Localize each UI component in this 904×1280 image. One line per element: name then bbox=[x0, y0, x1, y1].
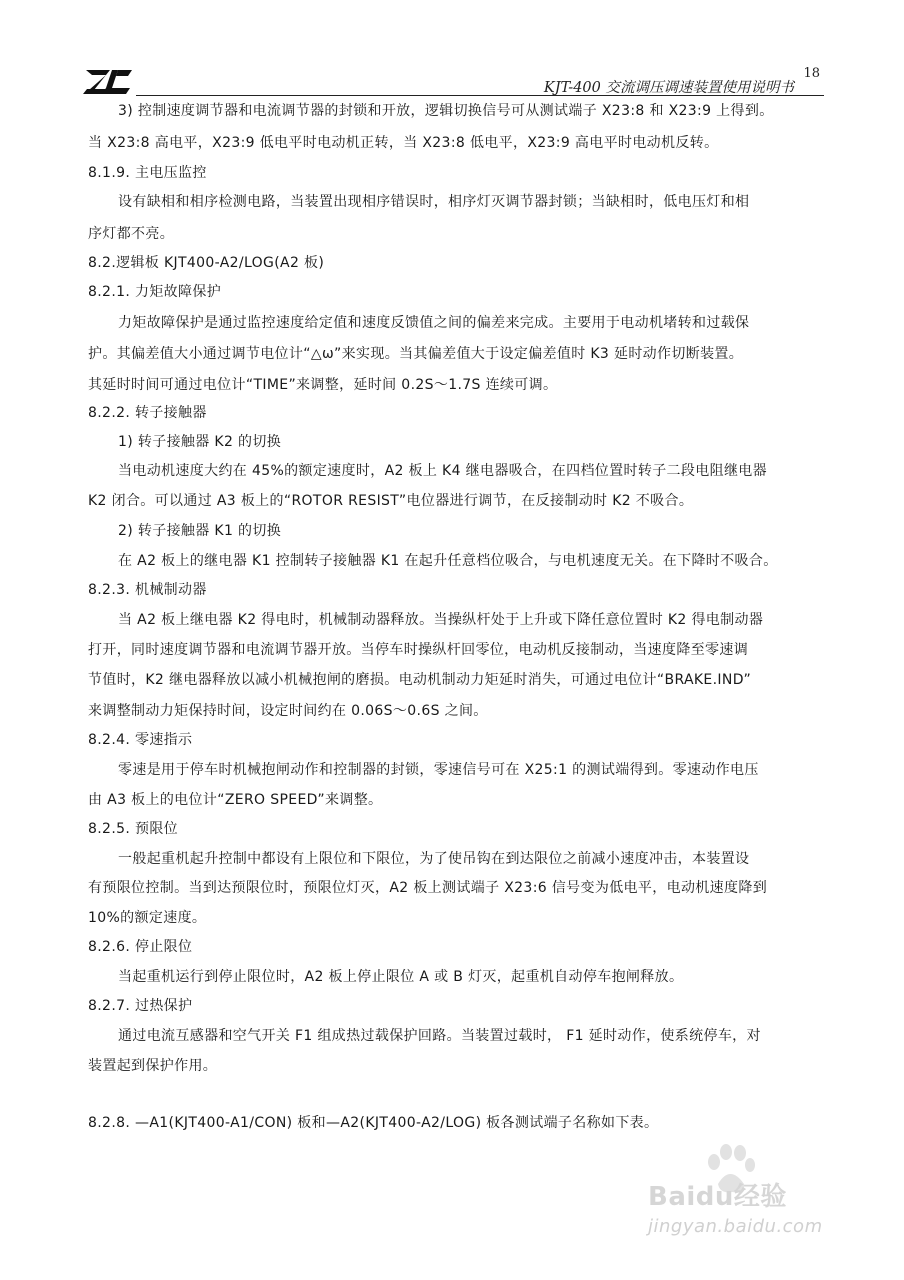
body-text-line: 节值时，K2 继电器释放以减小机械抱闸的磨损。电动机制动力矩延时消失，可通过电位计“BRAKE.IND” bbox=[88, 672, 752, 688]
section-heading: 8.2.1. 力矩故障保护 bbox=[88, 284, 222, 300]
section-heading: 8.2.8. —A1(KJT400-A1/CON) 板和—A2(KJT400-A2/LOG) 板各测试端子名称如下表。 bbox=[88, 1115, 659, 1131]
body-text-line: 当电动机速度大约在 45%的额定速度时，A2 板上 K4 继电器吸合，在四档位置时转子二段电阻继电器 bbox=[118, 463, 767, 479]
section-heading: 8.2.逻辑板 KJT400-A2/LOG(A2 板) bbox=[88, 255, 325, 271]
section-heading: 8.2.5. 预限位 bbox=[88, 821, 179, 837]
body-text-line: 3) 控制速度调节器和电流调节器的封锁和开放，逻辑切换信号可从测试端子 X23:8 和 X23:9 上得到。 bbox=[118, 103, 774, 119]
body-text-line: 打开，同时速度调节器和电流调节器开放。当停车时操纵杆回零位，电动机反接制动，当速度降至零速调 bbox=[88, 642, 749, 658]
body-text-line: 零速是用于停车时机械抱闸动作和控制器的封锁，零速信号可在 X25:1 的测试端得到。零速动作电压 bbox=[118, 762, 759, 778]
body-text-line: 设有缺相和相序检测电路，当装置出现相序错误时，相序灯灭调节器封锁；当缺相时，低电压灯和相 bbox=[118, 194, 750, 210]
watermark-brand: Baidu经验 bbox=[648, 1182, 787, 1212]
body-text-line: 一般起重机起升控制中都设有上限位和下限位，为了使吊钩在到达限位之前减小速度冲击，本装置设 bbox=[118, 851, 750, 867]
body-text-line: 装置起到保护作用。 bbox=[88, 1058, 218, 1074]
baidu-watermark bbox=[640, 1140, 840, 1250]
body-text-line: 来调整制动力矩保持时间，设定时间约在 0.06S～0.6S 之间。 bbox=[88, 703, 488, 719]
document-title: KJT-400 交流调压调速装置使用说明书 bbox=[543, 80, 794, 96]
section-heading: 8.2.2. 转子接触器 bbox=[88, 405, 207, 421]
body-text-line: 当起重机运行到停止限位时，A2 板上停止限位 A 或 B 灯灭，起重机自动停车抱闸释放。 bbox=[118, 969, 684, 985]
body-text-line: 当 A2 板上继电器 K2 得电时，机械制动器释放。当操纵杆处于上升或下降任意位置时 K2 得电制动器 bbox=[118, 612, 764, 628]
section-heading: 8.2.6. 停止限位 bbox=[88, 939, 193, 955]
body-text-line: 序灯都不亮。 bbox=[88, 226, 175, 242]
body-text-line: 通过电流互感器和空气开关 F1 组成热过载保护回路。当装置过载时， F1 延时动作，使系统停车，对 bbox=[118, 1028, 761, 1044]
body-text-line: 由 A3 板上的电位计“ZERO SPEED”来调整。 bbox=[88, 792, 383, 808]
section-heading: 8.2.4. 零速指示 bbox=[88, 732, 193, 748]
body-text-line: 护。其偏差值大小通过调节电位计“△ω”来实现。当其偏差值大于设定偏差值时 K3 延时动作切断装置。 bbox=[88, 346, 744, 362]
header-rule bbox=[136, 95, 824, 96]
sub-heading: 1) 转子接触器 K2 的切换 bbox=[118, 434, 282, 450]
body-text-line: 当 X23:8 高电平，X23:9 低电平时电动机正转，当 X23:8 低电平，X23:9 高电平时电动机反转。 bbox=[88, 135, 719, 151]
company-logo bbox=[80, 68, 134, 96]
watermark-url: jingyan.baidu.com bbox=[648, 1216, 823, 1237]
sub-heading: 2) 转子接触器 K1 的切换 bbox=[118, 523, 282, 539]
body-text-line: K2 闭合。可以通过 A3 板上的“ROTOR RESIST”电位器进行调节，在反接制动时 K2 不吸合。 bbox=[88, 493, 694, 509]
section-heading: 8.2.3. 机械制动器 bbox=[88, 582, 207, 598]
section-heading: 8.2.7. 过热保护 bbox=[88, 998, 193, 1014]
section-heading: 8.1.9. 主电压监控 bbox=[88, 165, 207, 181]
body-text-line: 力矩故障保护是通过监控速度给定值和速度反馈值之间的偏差来完成。主要用于电动机堵转和过载保 bbox=[118, 315, 750, 331]
body-text-line: 有预限位控制。当到达预限位时，预限位灯灭，A2 板上测试端子 X23:6 信号变为低电平，电动机速度降到 bbox=[88, 880, 768, 896]
page-number: 18 bbox=[803, 66, 820, 81]
body-text-line: 其延时时间可通过电位计“TIME”来调整，延时间 0.2S～1.7S 连续可调。 bbox=[88, 377, 558, 393]
page-header bbox=[80, 64, 824, 100]
body-text-line: 在 A2 板上的继电器 K1 控制转子接触器 K1 在起升任意档位吸合，与电机速度无关。在下降时不吸合。 bbox=[118, 553, 778, 569]
body-text-line: 10%的额定速度。 bbox=[88, 910, 207, 926]
